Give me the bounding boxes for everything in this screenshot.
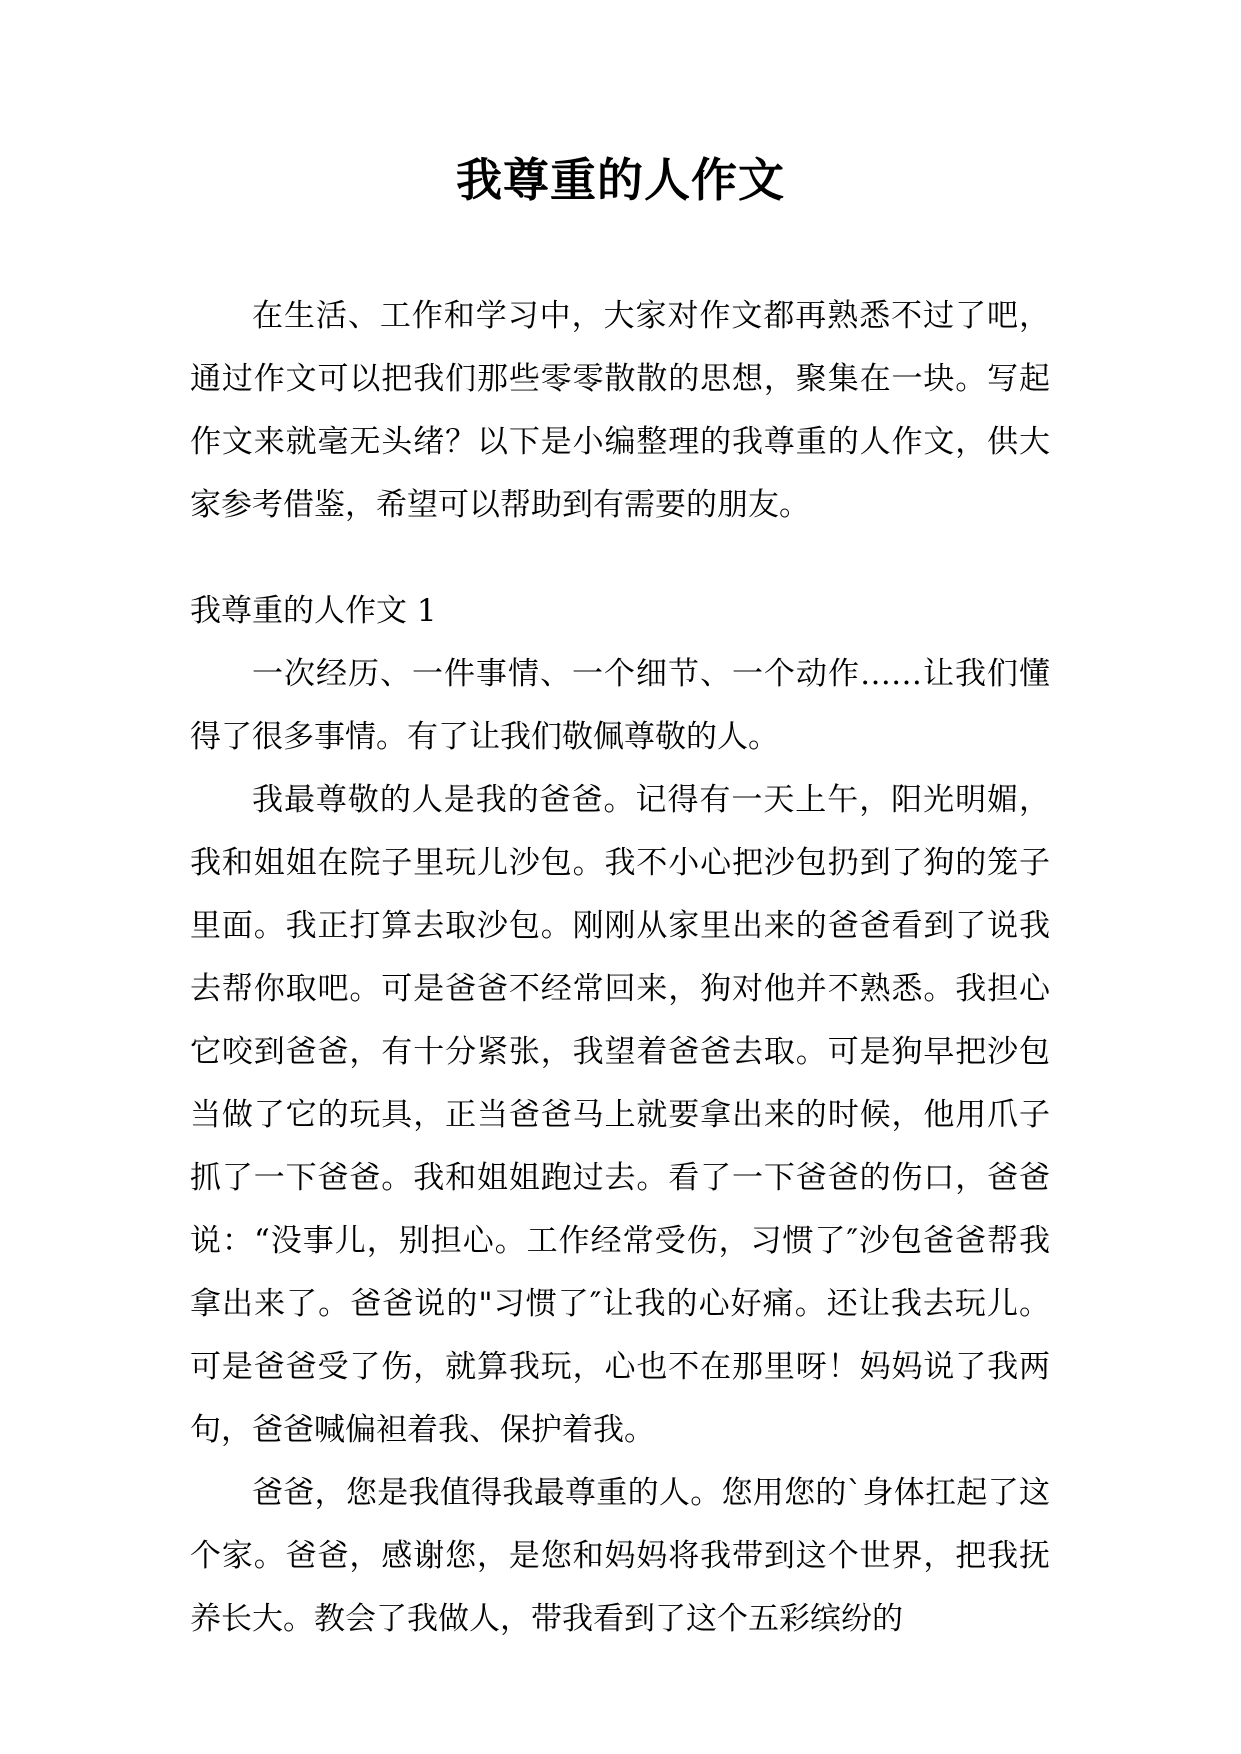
- body-paragraph-2: 我最尊敬的人是我的爸爸。记得有一天上午，阳光明媚，我和姐姐在院子里玩儿沙包。我不小心把沙包扔到了狗的笼子里面。我正打算去取沙包。刚刚从家里出来的爸爸看到了说我去帮你取吧。可是爸爸不经常回来，狗对他并不熟悉。我担心它咬到爸爸，有十分紧张，我望着爸爸去取。可是狗早把沙包当做了它的玩具，正当爸爸马上就要拿出来的时候，他用爪子抓了一下爸爸。我和姐姐跑过去。看了一下爸爸的伤口，爸爸说：“没事儿，别担心。工作经常受伤，习惯了″沙包爸爸帮我拿出来了。爸爸说的"习惯了″让我的心好痛。还让我去玩儿。可是爸爸受了伤，就算我玩，心也不在那里呀！妈妈说了我两句，爸爸喊偏袒着我、保护着我。: [190, 782, 1050, 1448]
- section-heading: 我尊重的人作文 1: [190, 593, 437, 629]
- body-paragraph-1: 一次经历、一件事情、一个细节、一个动作……让我们懂得了很多事情。有了让我们敬佩尊敬的人。: [190, 656, 1050, 755]
- body-paragraph-3: 爸爸，您是我值得我最尊重的人。您用您的`身体扛起了这个家。爸爸，感谢您，是您和妈妈将我带到这个世界，把我抚养长大。教会了我做人，带我看到了这个五彩缤纷的: [190, 1475, 1050, 1637]
- intro-paragraph: 在生活、工作和学习中，大家对作文都再熟悉不过了吧，通过作文可以把我们那些零零散散的思想，聚集在一块。写起作文来就毫无头绪？以下是小编整理的我尊重的人作文，供大家参考借鉴，希望可以帮助到有需要的朋友。: [190, 298, 1050, 523]
- document-title: 我尊重的人作文: [456, 153, 785, 207]
- intro-section: [190, 285, 1050, 537]
- essay-section: [190, 580, 1050, 1651]
